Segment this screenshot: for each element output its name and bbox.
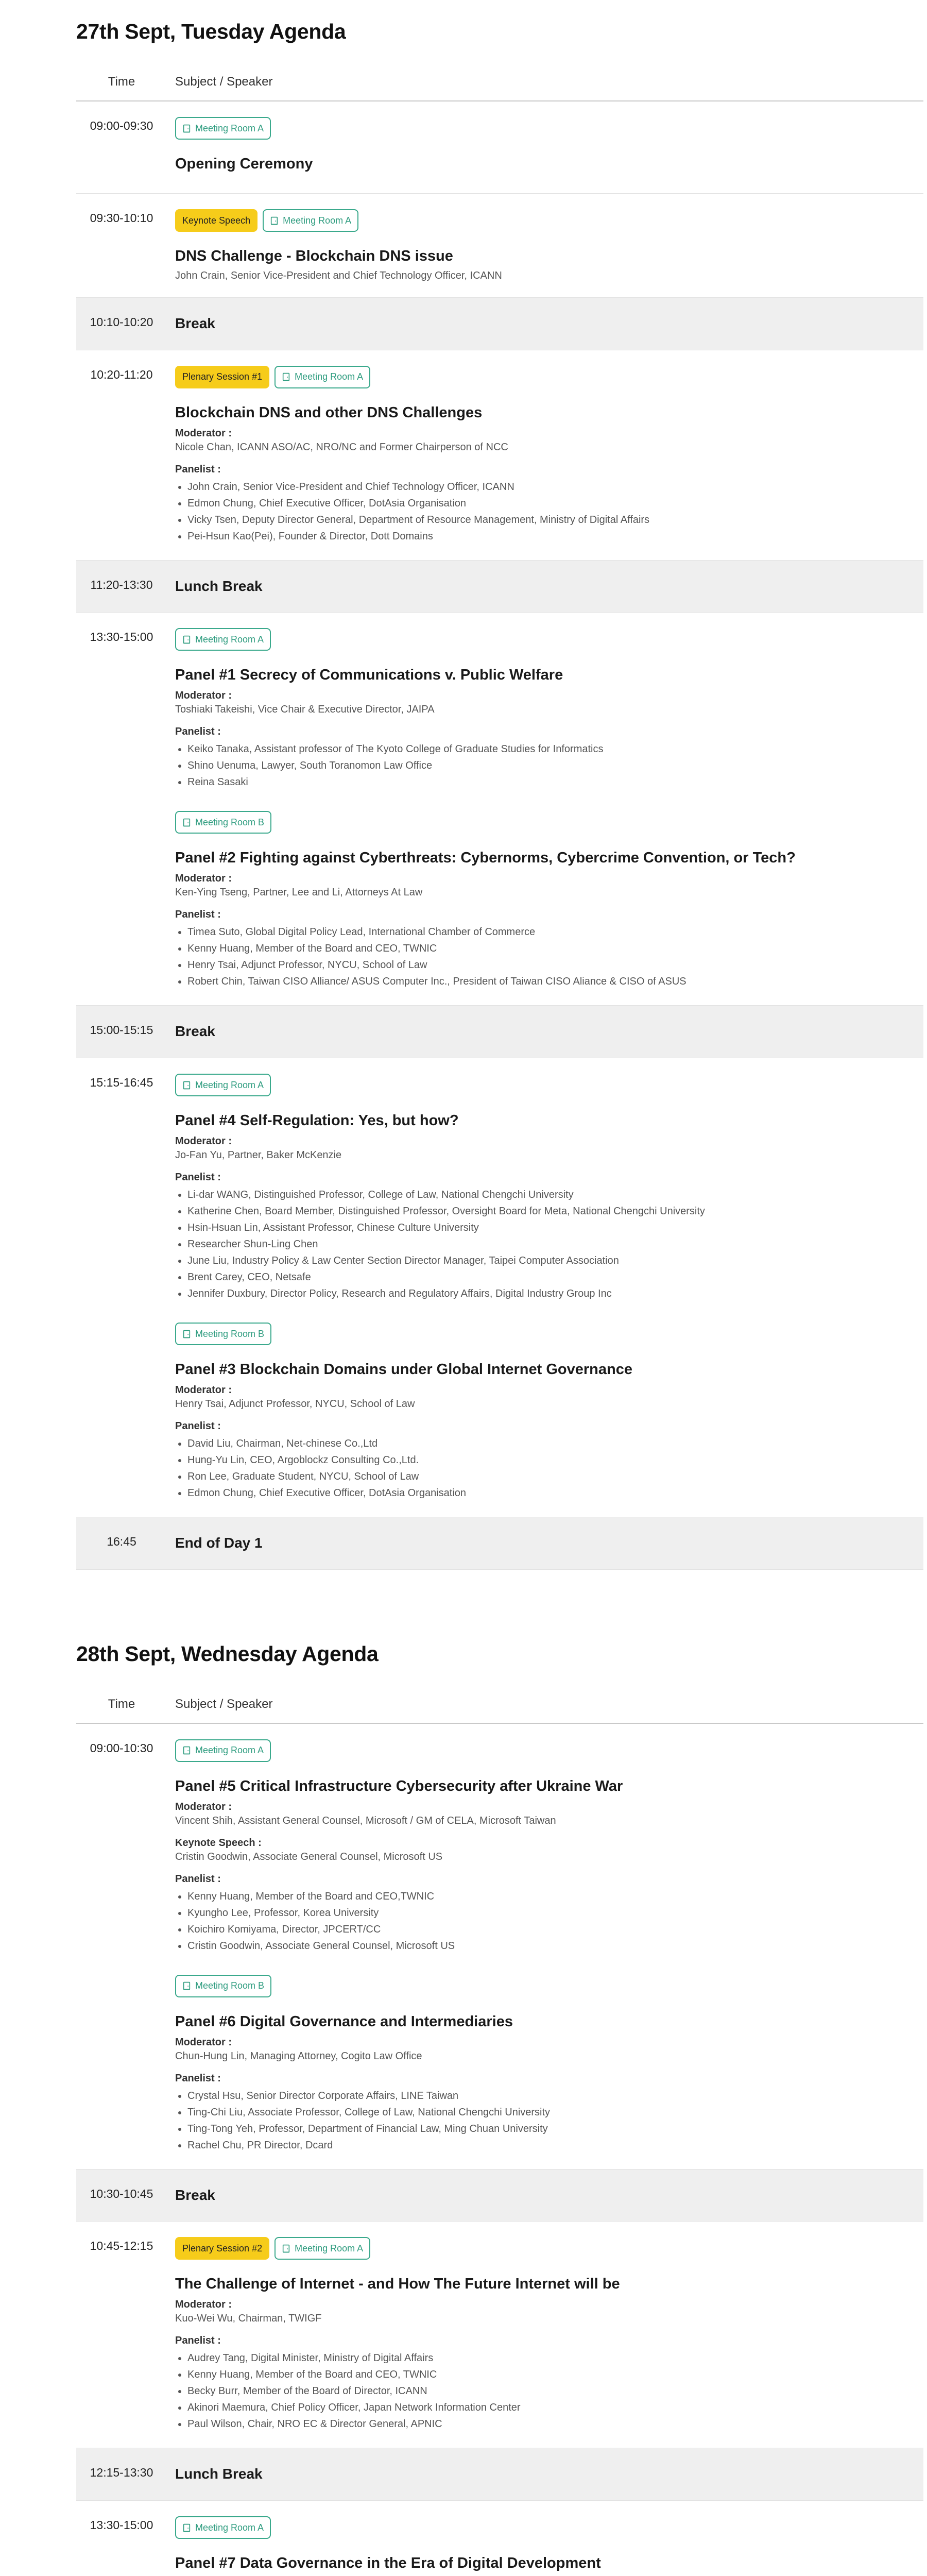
session	[175, 1975, 923, 2154]
day-agenda	[76, 1642, 923, 2576]
tag-label: Meeting Room B	[195, 1980, 265, 1991]
panelist-label: Panelist :	[175, 1172, 221, 1183]
door-icon	[270, 216, 283, 225]
moderator-name: Chun-Hung Lin, Managing Attorney, Cogito Law Office	[175, 2050, 422, 2062]
door-icon	[282, 2244, 295, 2253]
moderator-name: Kuo-Wei Wu, Chairman, TWIGF	[175, 2313, 322, 2325]
row-subject	[167, 2516, 923, 2576]
panelist-list	[175, 1888, 923, 1954]
time-column-header: Time	[108, 75, 135, 89]
row-time: 10:10-10:20	[90, 315, 153, 329]
door-icon	[182, 1746, 195, 1755]
panelist-label: Panelist :	[175, 2072, 221, 2084]
session-title: Opening Ceremony	[175, 156, 313, 172]
break-title: Break	[175, 2187, 215, 2203]
session-type-tag	[175, 2237, 269, 2260]
panelist-list	[175, 2088, 923, 2154]
break-row	[76, 298, 923, 350]
session-title: Panel #6 Digital Governance and Intermediaries	[175, 2013, 513, 2030]
list-item: • Timea Suto, Global Digital Policy Lead, International Chamber of Commerce	[187, 924, 923, 940]
panelist-list	[175, 1435, 923, 1501]
row-time: 15:15-16:45	[90, 1076, 153, 1090]
session-tags	[175, 209, 923, 232]
room-tag	[175, 811, 271, 834]
panelist-label: Panelist :	[175, 726, 221, 738]
row-subject	[167, 1021, 923, 1042]
list-item: • Ting-Chi Liu, Associate Professor, College of Law, National Chengchi University	[187, 2104, 923, 2121]
session	[175, 1323, 923, 1501]
panelist-list	[175, 741, 923, 790]
list-item: • Brent Carey, CEO, Netsafe	[187, 1269, 923, 1285]
row-subject	[167, 117, 923, 178]
session-type-tag	[175, 366, 269, 388]
list-item: • Cristin Goodwin, Associate General Counsel, Microsoft US	[187, 1938, 923, 1954]
list-item: • Akinori Maemura, Chief Policy Officer, Japan Network Information Center	[187, 2399, 923, 2416]
break-title: Lunch Break	[175, 578, 263, 594]
session-title: Panel #5 Critical Infrastructure Cybersecurity after Ukraine War	[175, 1777, 623, 1794]
row-time: 16:45	[107, 1535, 136, 1549]
agenda-page	[76, 0, 923, 2576]
list-item: • Kenny Huang, Member of the Board and CEO, TWNIC	[187, 940, 923, 957]
agenda-row	[76, 613, 923, 1006]
list-item: • Audrey Tang, Digital Minister, Ministry of Digital Affairs	[187, 2350, 923, 2366]
row-subject	[167, 2464, 923, 2485]
list-item: • Ron Lee, Graduate Student, NYCU, School of Law	[187, 1468, 923, 1485]
room-tag	[274, 2237, 370, 2260]
list-item: • Rachel Chu, PR Director, Dcard	[187, 2137, 923, 2154]
break-row	[76, 2170, 923, 2222]
row-subject	[167, 366, 923, 545]
day-heading: 28th Sept, Wednesday Agenda	[76, 1641, 379, 1666]
session-title: The Challenge of Internet - and How The Future Internet will be	[175, 2276, 620, 2293]
row-subject	[167, 1739, 923, 2154]
session	[175, 117, 923, 175]
moderator-label: Moderator :	[175, 1136, 232, 1147]
panelist-label: Panelist :	[175, 2335, 221, 2347]
door-icon	[182, 1081, 195, 1090]
session-tags	[175, 366, 923, 388]
session	[175, 366, 923, 545]
list-item: • Keiko Tanaka, Assistant professor of The Kyoto College of Graduate Studies for Informatics	[187, 741, 923, 757]
agenda-row	[76, 194, 923, 298]
door-icon	[182, 818, 195, 827]
session-tags	[175, 628, 923, 651]
session-tags	[175, 117, 923, 140]
list-item: • Paul Wilson, Chair, NRO EC & Director General, APNIC	[187, 2416, 923, 2432]
break-title: Break	[175, 315, 215, 332]
agenda-row	[76, 1724, 923, 2170]
room-tag	[175, 1323, 271, 1345]
session-tags	[175, 1074, 923, 1096]
moderator-label: Moderator :	[175, 690, 232, 702]
break-title: Break	[175, 1023, 215, 1040]
room-tag	[274, 366, 370, 388]
session-tags	[175, 2237, 923, 2260]
moderator-label: Moderator :	[175, 427, 232, 439]
break-title: End of Day 1	[175, 1535, 263, 1551]
subject-column-header: Subject / Speaker	[175, 75, 273, 89]
moderator-label: Moderator :	[175, 1801, 232, 1812]
keynote-label: Keynote Speech :	[175, 1837, 262, 1849]
agenda-row	[76, 2222, 923, 2448]
tag-label: Meeting Room A	[295, 371, 364, 382]
session	[175, 209, 923, 282]
list-item: • Li-dar WANG, Distinguished Professor, College of Law, National Chengchi University	[187, 1187, 923, 1203]
moderator-label: Moderator :	[175, 2299, 232, 2311]
row-time: 09:00-10:30	[90, 1741, 153, 1755]
door-icon	[182, 1330, 195, 1338]
session-title: DNS Challenge - Blockchain DNS issue	[175, 248, 453, 265]
moderator-label: Moderator :	[175, 873, 232, 885]
tag-label: Meeting Room B	[195, 1328, 265, 1339]
list-item: • Hung-Yu Lin, CEO, Argoblockz Consulting Co.,Ltd.	[187, 1452, 923, 1468]
moderator-name: Henry Tsai, Adjunct Professor, NYCU, School of Law	[175, 1398, 415, 1410]
tag-label: Plenary Session #1	[182, 371, 263, 382]
table-header	[76, 64, 923, 101]
room-tag	[175, 117, 271, 140]
session	[175, 1739, 923, 1954]
list-item: • Shino Uenuma, Lawyer, South Toranomon Law Office	[187, 757, 923, 774]
panelist-list	[175, 2350, 923, 2432]
agenda-row	[76, 1058, 923, 1517]
agenda-row	[76, 350, 923, 561]
panelist-label: Panelist :	[175, 909, 221, 921]
session	[175, 2237, 923, 2432]
row-subject	[167, 209, 923, 282]
break-row	[76, 2448, 923, 2501]
room-tag	[175, 628, 271, 651]
moderator-label: Moderator :	[175, 1384, 232, 1396]
break-title: Lunch Break	[175, 2466, 263, 2482]
list-item: • Katherine Chen, Board Member, Distinguished Professor, Oversight Board for Meta, National Chengchi University	[187, 1203, 923, 1219]
tag-label: Meeting Room B	[195, 817, 265, 827]
session-tags	[175, 811, 923, 834]
session-title: Panel #4 Self-Regulation: Yes, but how?	[175, 1112, 459, 1129]
room-tag	[175, 1739, 271, 1762]
moderator-name: Jo-Fan Yu, Partner, Baker McKenzie	[175, 1149, 342, 1161]
break-row	[76, 561, 923, 613]
tag-label: Meeting Room A	[283, 215, 352, 226]
agenda-row	[76, 101, 923, 194]
session	[175, 2516, 923, 2576]
list-item: • Kyungho Lee, Professor, Korea University	[187, 1905, 923, 1921]
session-tags	[175, 1323, 923, 1345]
session-title: Panel #1 Secrecy of Communications v. Public Welfare	[175, 667, 563, 684]
session	[175, 628, 923, 790]
tag-label: Meeting Room A	[195, 634, 264, 645]
row-time: 13:30-15:00	[90, 630, 153, 644]
break-row	[76, 1517, 923, 1570]
agenda-row	[76, 2501, 923, 2576]
moderator-name: Nicole Chan, ICANN ASO/AC, NRO/NC and Former Chairperson of NCC	[175, 441, 508, 453]
session-tags	[175, 1975, 923, 1997]
tag-label: Meeting Room A	[195, 1079, 264, 1090]
list-item: • David Liu, Chairman, Net-chinese Co.,Ltd	[187, 1435, 923, 1452]
list-item: • Edmon Chung, Chief Executive Officer, DotAsia Organisation	[187, 495, 923, 512]
tag-label: Meeting Room A	[195, 123, 264, 133]
list-item: • Crystal Hsu, Senior Director Corporate Affairs, LINE Taiwan	[187, 2088, 923, 2104]
session-title: Panel #3 Blockchain Domains under Global Internet Governance	[175, 1361, 632, 1378]
keynote-speaker: Cristin Goodwin, Associate General Counsel, Microsoft US	[175, 1851, 443, 1862]
room-tag	[263, 209, 358, 232]
time-column-header: Time	[108, 1697, 135, 1711]
door-icon	[182, 635, 195, 644]
tag-label: Keynote Speech	[182, 215, 251, 226]
break-row	[76, 1006, 923, 1058]
session	[175, 1074, 923, 1302]
panelist-label: Panelist :	[175, 1873, 221, 1885]
row-time: 15:00-15:15	[90, 1023, 153, 1037]
session-tags	[175, 1739, 923, 1762]
list-item: • Pei-Hsun Kao(Pei), Founder & Director, Dott Domains	[187, 528, 923, 545]
door-icon	[182, 2523, 195, 2532]
tag-label: Meeting Room A	[195, 2522, 264, 2533]
session-speaker: John Crain, Senior Vice-President and Chief Technology Officer, ICANN	[175, 270, 502, 282]
list-item: • Henry Tsai, Adjunct Professor, NYCU, School of Law	[187, 957, 923, 973]
row-time: 09:00-09:30	[90, 119, 153, 132]
panelist-label: Panelist :	[175, 463, 221, 475]
list-item: • Robert Chin, Taiwan CISO Alliance/ ASUS Computer Inc., President of Taiwan CISO Aliance & CISO of ASUS	[187, 973, 923, 990]
tag-label: Meeting Room A	[195, 1745, 264, 1756]
list-item: • Hsin-Hsuan Lin, Assistant Professor, Chinese Culture University	[187, 1219, 923, 1236]
tag-label: Plenary Session #2	[182, 2243, 263, 2253]
tag-label: Meeting Room A	[295, 2243, 364, 2253]
session	[175, 811, 923, 990]
list-item: • Kenny Huang, Member of the Board and CEO, TWNIC	[187, 2366, 923, 2383]
row-subject	[167, 628, 923, 990]
row-subject	[167, 576, 923, 597]
moderator-label: Moderator :	[175, 2036, 232, 2048]
room-tag	[175, 1975, 271, 1997]
row-subject	[167, 2185, 923, 2206]
room-tag	[175, 2516, 271, 2539]
moderator-name: Toshiaki Takeishi, Vice Chair & Executive Director, JAIPA	[175, 704, 435, 716]
door-icon	[182, 124, 195, 133]
day-agenda	[76, 20, 923, 1570]
list-item: • June Liu, Industry Policy & Law Center Section Director Manager, Taipei Computer Association	[187, 1252, 923, 1269]
row-time: 10:30-10:45	[90, 2187, 153, 2200]
list-item: • Koichiro Komiyama, Director, JPCERT/CC	[187, 1921, 923, 1938]
list-item: • Kenny Huang, Member of the Board and CEO,TWNIC	[187, 1888, 923, 1905]
session-title: Panel #7 Data Governance in the Era of Digital Development	[175, 2555, 601, 2572]
moderator-name: Vincent Shih, Assistant General Counsel, Microsoft / GM of CELA, Microsoft Taiwan	[175, 1815, 556, 1826]
list-item: • Edmon Chung, Chief Executive Officer, DotAsia Organisation	[187, 1485, 923, 1501]
list-item: • Jennifer Duxbury, Director Policy, Research and Regulatory Affairs, Digital Industry Group Inc	[187, 1285, 923, 1302]
row-subject	[167, 1533, 923, 1554]
row-time: 12:15-13:30	[90, 2466, 153, 2480]
list-item: • Reina Sasaki	[187, 774, 923, 790]
door-icon	[182, 1981, 195, 1990]
list-item: • Becky Burr, Member of the Board of Director, ICANN	[187, 2383, 923, 2399]
row-time: 10:20-11:20	[90, 367, 153, 381]
list-item: • Researcher Shun-Ling Chen	[187, 1236, 923, 1252]
day-heading: 27th Sept, Tuesday Agenda	[76, 20, 346, 43]
table-header	[76, 1687, 923, 1724]
row-time: 13:30-15:00	[90, 2518, 153, 2532]
door-icon	[282, 372, 295, 381]
list-item: • John Crain, Senior Vice-President and Chief Technology Officer, ICANN	[187, 479, 923, 495]
subject-column-header: Subject / Speaker	[175, 1697, 273, 1711]
session-tags	[175, 2516, 923, 2539]
session-title: Blockchain DNS and other DNS Challenges	[175, 404, 483, 421]
row-time: 09:30-10:10	[90, 211, 153, 225]
session-title: Panel #2 Fighting against Cyberthreats: Cybernorms, Cybercrime Convention, or Tech?	[175, 850, 796, 867]
row-subject	[167, 313, 923, 334]
session-type-tag	[175, 209, 258, 232]
moderator-name: Ken-Ying Tseng, Partner, Lee and Li, Attorneys At Law	[175, 887, 423, 899]
list-item: • Ting-Tong Yeh, Professor, Department of Financial Law, Ming Chuan University	[187, 2121, 923, 2137]
room-tag	[175, 1074, 271, 1096]
row-subject	[167, 1074, 923, 1501]
panelist-list	[175, 479, 923, 545]
panelist-list	[175, 1187, 923, 1302]
list-item: • Vicky Tsen, Deputy Director General, Department of Resource Management, Ministry of Digital Affairs	[187, 512, 923, 528]
row-time: 10:45-12:15	[90, 2239, 153, 2253]
panelist-list	[175, 924, 923, 990]
row-subject	[167, 2237, 923, 2432]
row-time: 11:20-13:30	[90, 578, 153, 591]
panelist-label: Panelist :	[175, 1420, 221, 1432]
